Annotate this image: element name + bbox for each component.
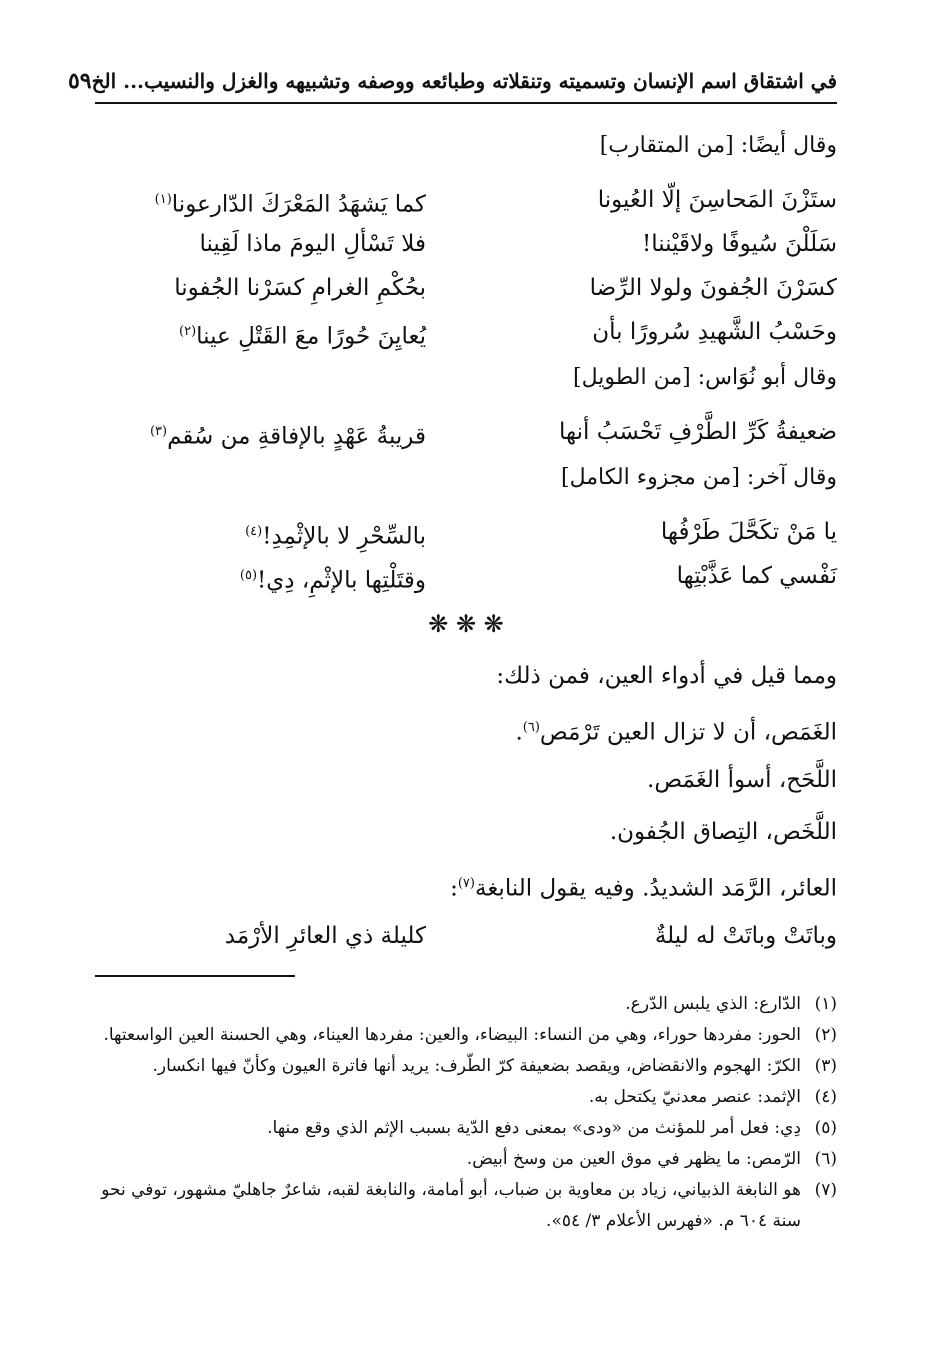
footnote — [95, 1051, 837, 1082]
prose-paragraph: اللَّحَح، أسوأ الغَمَص. — [647, 767, 837, 793]
verse-second-hemistich: يُعايِنَ حُورًا معَ القَتْلِ عينا$^{(٢)}$ — [179, 323, 426, 350]
footnote-ref: (١) — [154, 192, 172, 207]
running-title: في اشتقاق اسم الإنسان وتسميته وتنقلاته وطبائعه ووصفه وتشبيهه والغزل والنسيب... الخ — [91, 69, 837, 93]
footnote-text: دِي: فعل أمر للمؤنث من «ودى» بمعنى دفع الدّية بسبب الإثم الذي وقع منها. — [267, 1118, 801, 1138]
footnote-ref: (٢) — [179, 324, 197, 339]
poem-intro: وقال أبو نُوَاس: [من الطويل] — [573, 365, 837, 390]
footnote-ref: (٦) — [522, 720, 540, 735]
verse-first-hemistich: سَلَلْنَ سُيوفًا ولاقَيْننا! — [641, 231, 837, 257]
footnote — [95, 1113, 837, 1144]
footnote-number: (٥) — [814, 1118, 837, 1138]
footnote — [95, 1020, 837, 1051]
footnote-text: هو النابغة الذبياني، زياد بن معاوية بن ضباب، أبو أمامة، والنابغة لقبه، شاعرٌ جاهليّ مشهور، توفي نحو سنة ٦٠٤ م. «فهرس الأعلام ٣/ ٥٤». — [101, 1180, 801, 1231]
verse-line — [95, 554, 837, 598]
verse-first-hemistich: يا مَنْ تكَحَّلَ طَرْفُها — [660, 519, 837, 545]
footnote — [95, 1144, 837, 1175]
verse-first-hemistich: ضعيفةُ كَرِّ الطَّرْفِ تَحْسَبُ أنها — [559, 419, 837, 445]
prose-paragraph: ومما قيل في أدواء العين، فمن ذلك: — [496, 663, 837, 689]
verse-first-hemistich: وباتَتْ وباتَتْ له ليلةٌ — [654, 923, 837, 949]
footnote — [95, 1082, 837, 1113]
footnote — [95, 989, 837, 1020]
footnote-number: (١) — [814, 994, 837, 1014]
verse-second-hemistich: وقتَلْتِها بالإثْمِ، دِي!$^{(٥)}$ — [239, 567, 426, 594]
verse-second-hemistich: بالسِّحْرِ لا بالإثْمِدِ!$^{(٤)}$ — [245, 523, 426, 550]
footnote — [95, 1175, 837, 1237]
verse-line — [95, 510, 837, 554]
verse-first-hemistich: نَفْسي كما عَذَّبْتِها — [676, 563, 837, 589]
footnote-divider — [95, 975, 295, 977]
footnote-ref: (٤) — [245, 524, 263, 539]
verse-line — [95, 222, 837, 266]
footnote-ref: (٣) — [149, 424, 168, 439]
prose-paragraph: اللَّخَص، التِصاق الجُفون. — [609, 819, 837, 845]
verse-line — [95, 266, 837, 310]
footnote-text: الكرّ: الهجوم والانقضاض، ويقصد بضعيفة كرّ الطّرف: يريد أنها فاترة العيون وكأنّ فيها انكسار. — [152, 1056, 801, 1076]
verse-first-hemistich: ستَزْنَ المَحاسِنَ إلّا العُيونا — [597, 187, 837, 213]
verse-second-hemistich: بحُكْمِ الغرامِ كسَرْنا الجُفونا — [174, 275, 426, 301]
verse-line — [95, 178, 837, 222]
page-number: ٥٩ — [67, 68, 92, 94]
verse-second-hemistich: قريبةُ عَهْدٍ بالإفاقةِ من سُقم$^{(٣)}$ — [149, 423, 426, 450]
footnote-text: الحور: مفردها حوراء، وهي من النساء: البيضاء، والعين: مفردها العيناء، وهي الحسنة العين الواسعتها. — [103, 1025, 801, 1045]
poem-intro: وقال أيضًا: [من المتقارب] — [599, 133, 837, 158]
verse-second-hemistich: كليلة ذي العائرِ الأرْمَد — [224, 923, 426, 949]
verse-line — [95, 914, 837, 958]
poem-intro: وقال آخر: [من مجزوء الكامل] — [561, 465, 837, 490]
verse-line — [95, 410, 837, 454]
footnotes — [95, 975, 837, 1237]
footnote-text: الدّارع: الذي يلبس الدّرع. — [625, 994, 801, 1014]
footnote-number: (٧) — [814, 1180, 837, 1200]
footnote-number: (٣) — [814, 1056, 837, 1076]
footnote-number: (٢) — [814, 1025, 837, 1045]
page-header — [67, 60, 837, 104]
footnote-number: (٤) — [814, 1087, 837, 1107]
verse-second-hemistich: فلا تَسْألِ اليومَ ماذا لَقِينا — [199, 231, 426, 257]
footnote-ref: (٥) — [239, 568, 258, 583]
footnote-text: الإثمد: عنصر معدنيّ يكتحل به. — [588, 1087, 801, 1107]
prose-paragraph: الغَمَص، أن لا تزال العين تَرْمَص$^{(٦)}$. — [515, 719, 837, 746]
footnote-ref: (٧) — [457, 876, 475, 891]
footnote-text: الرّمص: ما يظهر في موق العين من وسخ أبيض. — [466, 1149, 801, 1169]
verse-line — [95, 310, 837, 354]
verse-first-hemistich: وحَسْبُ الشَّهيدِ سُرورًا بأن — [592, 319, 837, 345]
footnote-number: (٦) — [814, 1149, 837, 1169]
prose-paragraph: العائر، الرَّمَد الشديدُ. وفيه يقول النابغة$^{(٧)}$: — [450, 875, 837, 902]
section-separator: ❋ ❋ ❋ — [428, 610, 504, 638]
verse-first-hemistich: كسَرْنَ الجُفونَ ولولا الرِّضا — [589, 275, 837, 301]
page-body — [95, 122, 837, 958]
verse-second-hemistich: كما يَشهَدُ المَعْرَكَ الدّارعونا$^{(١)}$ — [154, 191, 426, 218]
